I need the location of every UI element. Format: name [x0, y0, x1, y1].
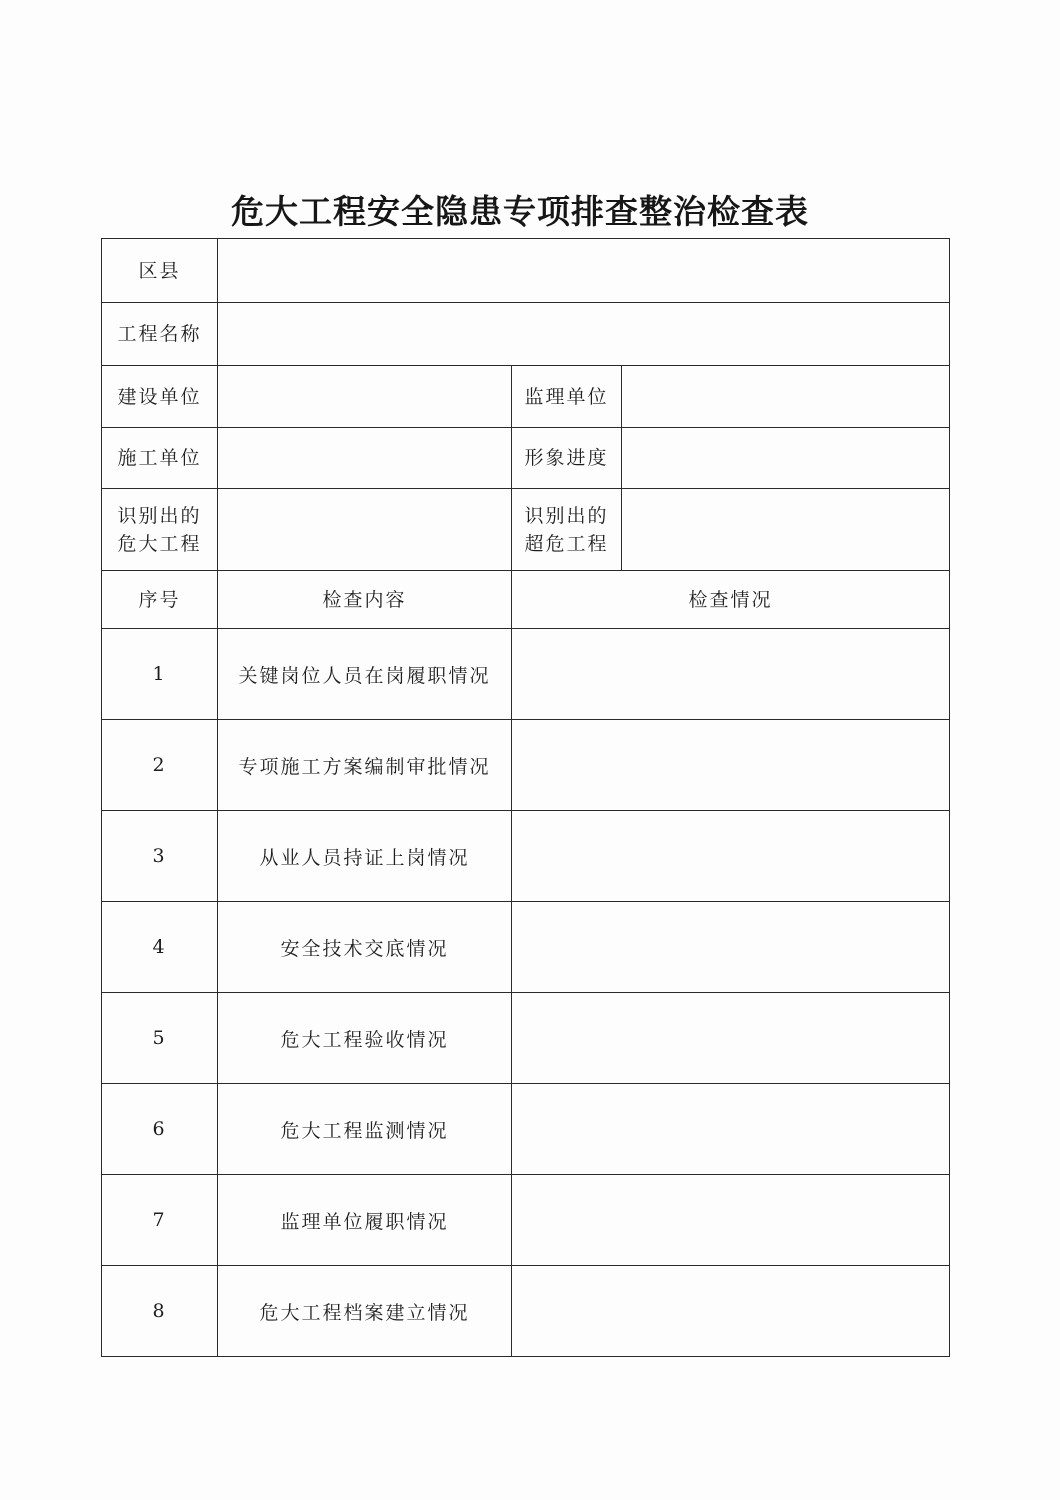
page-title: 危大工程安全隐患专项排查整治检查表 — [231, 192, 809, 231]
row-status-field[interactable] — [512, 902, 950, 993]
builder-field[interactable] — [218, 366, 512, 428]
row-number: 7 — [102, 1175, 218, 1266]
row-status-field[interactable] — [512, 1175, 950, 1266]
row-status-field[interactable] — [512, 811, 950, 902]
table-row — [102, 629, 950, 720]
header-no: 序号 — [102, 571, 218, 629]
super-identified-label-line2: 超危工程 — [524, 532, 609, 555]
identified-label-line1: 识别出的 — [117, 504, 202, 527]
progress-field[interactable] — [622, 428, 950, 489]
super-identified-field[interactable] — [622, 489, 950, 571]
supervisor-field[interactable] — [622, 366, 950, 428]
super-identified-label-line1: 识别出的 — [524, 504, 609, 527]
super-identified-label — [512, 489, 622, 571]
row-number: 5 — [102, 993, 218, 1084]
progress-label: 形象进度 — [512, 428, 622, 489]
project-name-row — [102, 303, 950, 366]
inspection-form-table — [101, 238, 950, 1357]
row-status-field[interactable] — [512, 993, 950, 1084]
table-row — [102, 993, 950, 1084]
identified-label-line2: 危大工程 — [117, 532, 202, 555]
row-status-field[interactable] — [512, 720, 950, 811]
row-content: 专项施工方案编制审批情况 — [218, 720, 512, 811]
row-number: 4 — [102, 902, 218, 993]
project-name-label: 工程名称 — [102, 303, 218, 366]
identified-label — [102, 489, 218, 571]
district-row — [102, 239, 950, 303]
row-content: 危大工程验收情况 — [218, 993, 512, 1084]
row-content: 危大工程档案建立情况 — [218, 1266, 512, 1357]
row-status-field[interactable] — [512, 1084, 950, 1175]
supervisor-label: 监理单位 — [512, 366, 622, 428]
row-content: 监理单位履职情况 — [218, 1175, 512, 1266]
contractor-progress-row — [102, 428, 950, 489]
builder-label: 建设单位 — [102, 366, 218, 428]
row-content: 关键岗位人员在岗履职情况 — [218, 629, 512, 720]
table-row — [102, 811, 950, 902]
row-number: 6 — [102, 1084, 218, 1175]
checklist-header-row — [102, 571, 950, 629]
row-status-field[interactable] — [512, 1266, 950, 1357]
header-status: 检查情况 — [512, 571, 950, 629]
table-row — [102, 1266, 950, 1357]
district-value-field[interactable] — [218, 239, 950, 303]
row-content: 危大工程监测情况 — [218, 1084, 512, 1175]
builder-supervisor-row — [102, 366, 950, 428]
table-row — [102, 1175, 950, 1266]
row-number: 8 — [102, 1266, 218, 1357]
district-label: 区县 — [102, 239, 218, 303]
row-number: 2 — [102, 720, 218, 811]
table-row — [102, 1084, 950, 1175]
header-content: 检查内容 — [218, 571, 512, 629]
table-row — [102, 720, 950, 811]
row-content: 安全技术交底情况 — [218, 902, 512, 993]
identified-projects-row — [102, 489, 950, 571]
row-content: 从业人员持证上岗情况 — [218, 811, 512, 902]
row-number: 1 — [102, 629, 218, 720]
identified-field[interactable] — [218, 489, 512, 571]
table-row — [102, 902, 950, 993]
contractor-label: 施工单位 — [102, 428, 218, 489]
row-status-field[interactable] — [512, 629, 950, 720]
row-number: 3 — [102, 811, 218, 902]
project-name-field[interactable] — [218, 303, 950, 366]
contractor-field[interactable] — [218, 428, 512, 489]
